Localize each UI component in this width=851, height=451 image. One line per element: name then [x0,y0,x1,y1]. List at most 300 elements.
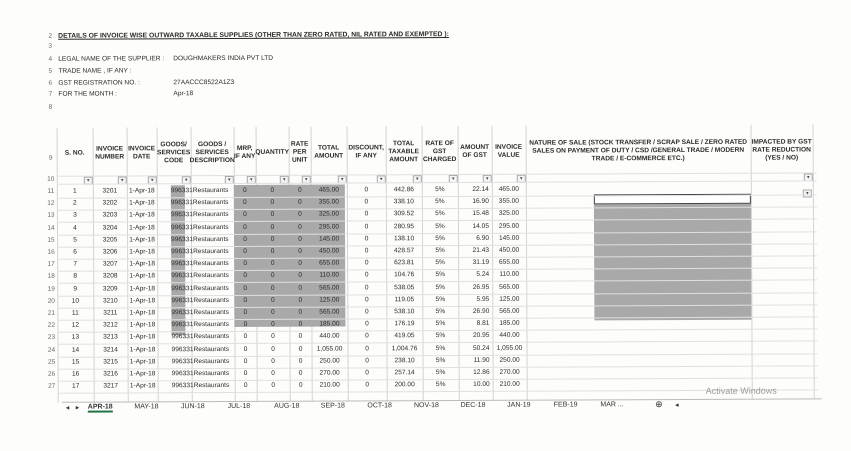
cell-discount: 0 [364,259,369,267]
sheet-tab-1[interactable]: APR-18 [87,403,113,411]
row-number: 2 [48,32,52,40]
cell-inv_date: 1-Apr-18 [129,333,156,341]
cell-gst_rate: 5% [435,320,446,328]
cell-qty: 0 [270,223,275,231]
cell-taxable: 419.05 [394,332,415,340]
cell-gst_amt: 6.90 [476,234,490,242]
cell-sno: 7 [73,260,77,268]
cell-mrp: 0 [243,260,247,268]
info-label: LEGAL NAME OF THE SUPPLIER : [58,55,165,63]
cell-code: 996331 [171,235,194,244]
row-number: 6 [48,79,53,87]
cell-gst_rate: 5% [435,381,446,389]
sheet-tab-12[interactable]: MAR ... [600,401,624,409]
cell-code: 996331 [171,333,194,341]
cell-gst_amt: 5.95 [476,295,490,303]
cell-inv_no: 3214 [103,346,118,354]
sheet-tab-bar [62,398,822,414]
cell-total: 295.00 [318,223,340,231]
cell-total: 465.00 [318,186,339,194]
cell-total: 655.00 [319,259,340,267]
cell-discount: 0 [365,308,369,316]
filter-dropdown-icon[interactable]: ▾ [225,176,234,184]
cell-gst_rate: 5% [435,247,445,255]
filter-dropdown-icon[interactable]: ▾ [377,175,386,183]
column-header-qty: QUANTITY [255,148,290,156]
cell-qty: 0 [271,357,275,365]
cell-inv_date: 1-Apr-18 [129,321,156,329]
cell-discount: 0 [365,344,369,353]
cell-gst_amt: 26.95 [472,283,490,291]
cell-discount: 0 [365,320,369,328]
cell-desc: Restaurants [193,248,229,256]
cell-qty: 0 [270,259,275,268]
sheet-tab-4[interactable]: JUL-18 [227,402,251,411]
cell-qty: 0 [270,211,275,219]
cell-qty: 0 [271,320,275,329]
cell-inv_date: 1-Apr-18 [129,345,156,354]
row-number: 18 [47,273,55,281]
cell-qty: 0 [270,186,275,194]
info-label: TRADE NAME , IF ANY : [58,67,132,75]
row-number: 4 [48,55,53,63]
cell-total: 450.00 [318,247,340,255]
row-number: 23 [47,334,56,342]
cell-code: 996331 [171,284,194,292]
row-number: 3 [48,42,53,50]
cell-qty: 0 [270,272,275,280]
info-value: 27AACCC8522A1Z3 [173,78,235,87]
cell-inv_date: 1-Apr-18 [129,309,156,317]
cell-discount: 0 [365,381,370,389]
cell-mrp: 0 [243,308,248,316]
row-number: 11 [47,187,55,195]
activate-windows-watermark: Activate Windows [705,385,777,396]
cell-code: 996331 [170,199,193,207]
row-number: 8 [48,103,53,111]
column-header-rate: RATE PER UNIT [290,140,309,164]
cell-gst_rate: 5% [435,210,445,218]
cell-inv_value: 295.00 [498,222,520,230]
cell-desc: Restaurants [193,309,229,317]
cell-taxable: 200.00 [394,381,415,389]
cell-rate: 0 [298,320,303,328]
cell-rate: 0 [298,333,303,341]
cell-mrp: 0 [243,284,248,292]
cell-qty: 0 [270,198,275,207]
cell-mrp: 0 [243,247,247,255]
filter-dropdown-icon[interactable]: ▾ [182,176,191,184]
cell-total: 440.00 [319,332,340,341]
add-sheet-icon[interactable]: ⊕ [655,399,663,410]
cell-desc: Restaurants [193,260,229,268]
sheet-tab-3[interactable]: JUN-18 [180,403,205,411]
cell-gst_rate: 5% [435,234,445,242]
cell-rate: 0 [298,296,303,304]
cell-taxable: 538.05 [394,283,415,291]
cell-taxable: 257.14 [394,369,415,377]
column-header-code: GOODS/ SERVICES CODE [157,141,191,165]
cell-inv_date: 1-Apr-18 [129,211,155,219]
column-header-sno: S. NO. [64,149,85,157]
sheet-tab-8[interactable]: NOV-18 [413,402,439,410]
cell-gst_amt: 10.00 [473,381,490,389]
cell-gst_amt: 11.90 [473,356,490,364]
cell-inv_no: 3209 [102,285,118,293]
cell-desc: Restaurants [193,370,230,378]
cell-code: 996331 [171,345,194,353]
cell-taxable: 538.10 [394,308,415,316]
cell-gst_rate: 5% [435,222,445,230]
column-header-inv_value: INVOICE VALUE [495,143,523,159]
filter-dropdown-icon[interactable]: ▾ [302,176,311,184]
cell-code: 996331 [170,187,193,195]
cell-gst_rate: 5% [435,356,446,364]
cell-qty: 0 [271,333,275,341]
sheet-tab-10[interactable]: JAN-19 [507,401,531,409]
cell-sno: 16 [71,370,80,378]
sheet-tab-2[interactable]: MAY-18 [134,403,159,411]
cell-rate: 0 [298,247,302,255]
cell-inv_value: 125.00 [499,295,520,303]
cell-inv_date: 1-Apr-18 [129,223,155,232]
cell-total: 565.00 [319,284,340,292]
cell-code: 996331 [171,321,194,329]
row-number: 19 [47,285,55,293]
cell-discount: 0 [364,271,369,279]
cell-qty: 0 [271,345,275,353]
cell-taxable: 238.10 [394,356,415,365]
cell-inv_date: 1-Apr-18 [129,272,156,280]
cell-sno: 13 [71,334,80,342]
cell-gst_rate: 5% [435,271,445,279]
cell-inv_no: 3203 [102,211,118,219]
cell-inv_value: 270.00 [499,368,520,376]
column-header-gst_rate: RATE OF GST CHARGED [423,140,457,164]
cell-inv_value: 465.00 [498,185,519,193]
column-header-mrp: MRP, IF ANY [233,144,256,160]
cell-gst_amt: 12.86 [473,368,490,376]
cell-gst_amt: 15.48 [472,210,489,218]
cell-gst_amt: 50.24 [472,344,490,352]
info-label: GST REGISTRATION NO. : [58,79,140,87]
cell-rate: 0 [298,381,303,389]
cell-sno: 5 [73,236,77,244]
cell-inv_no: 3211 [103,309,118,317]
cell-gst_amt: 26.90 [472,307,490,315]
cell-inv_value: 185.00 [499,319,520,328]
cell-desc: Restaurants [192,199,229,207]
filter-dropdown-icon[interactable]: ▾ [483,175,492,183]
cell-inv_date: 1-Apr-18 [129,284,156,293]
cell-inv_value: 325.00 [498,210,520,218]
cell-inv_no: 3204 [102,224,118,232]
cell-inv_no: 3208 [102,272,118,280]
cell-total: 125.00 [319,296,340,304]
cell-mrp: 0 [243,235,247,243]
cell-discount: 0 [364,247,369,255]
cell-desc: Restaurants [193,333,230,341]
cell-discount: 0 [365,369,369,377]
sheet-tab-11[interactable]: FEB-19 [553,401,578,409]
filter-dropdown-icon[interactable]: ▾ [148,176,157,184]
filter-dropdown-icon[interactable]: ▾ [804,173,813,181]
cell-code: 996331 [171,248,194,256]
cell-sno: 1 [72,187,77,195]
cell-gst_amt: 5.24 [476,271,490,279]
cell-gst_rate: 5% [435,369,446,377]
row-number: 17 [47,260,55,268]
cell-discount: 0 [364,210,369,218]
cell-discount: 0 [364,296,369,304]
cell-code: 996331 [171,272,194,280]
cell-desc: Restaurants [193,284,229,292]
cell-mrp: 0 [243,345,248,353]
cell-desc: Restaurants [192,187,229,195]
cell-code: 996331 [171,357,194,366]
cell-inv_value: 210.00 [499,380,520,389]
grid-line [813,124,815,399]
cell-taxable: 280.95 [393,222,415,230]
cell-mrp: 0 [243,321,248,329]
cell-dropdown-icon[interactable]: ▾ [803,189,812,197]
cell-inv_no: 3205 [102,236,118,244]
cell-total: 250.00 [319,357,340,365]
grid-line [57,180,817,184]
row-number: 13 [47,212,55,220]
cell-sno: 17 [71,382,80,390]
cell-sno: 9 [73,285,78,293]
cell-rate: 0 [298,345,303,353]
cell-gst_amt: 21.43 [472,246,490,254]
cell-rate: 0 [298,211,302,219]
cell-rate: 0 [298,357,303,365]
cell-gst_rate: 5% [435,186,445,194]
cell-mrp: 0 [243,333,248,341]
cell-desc: Restaurants [192,223,229,231]
cell-desc: Restaurants [193,272,229,280]
cell-desc: Restaurants [192,211,229,219]
cell-discount: 0 [364,283,369,292]
cell-inv_value: 565.00 [499,307,520,315]
cell-desc: Restaurants [193,296,229,304]
cell-desc: Restaurants [193,345,230,353]
cell-total: 1,055.00 [316,345,343,353]
cell-code: 996331 [170,223,194,231]
cell-sno: 15 [71,358,80,366]
cell-mrp: 0 [243,223,247,231]
cell-discount: 0 [365,357,369,365]
cell-qty: 0 [270,247,275,255]
tab-scroll-right-icon[interactable]: ▸ [75,404,80,412]
cell-mrp: 0 [243,382,248,390]
cell-rate: 0 [298,259,302,267]
cell-code: 996331 [171,370,194,378]
cell-inv_date: 1-Apr-18 [128,187,155,195]
cell-desc: Restaurants [193,357,230,365]
column-header-gst_amt: AMOUNT OF GST [460,143,490,159]
cell-inv_date: 1-Apr-18 [129,248,155,256]
cell-mrp: 0 [243,357,248,365]
cell-gst_amt: 20.95 [472,332,490,340]
cell-inv_no: 3213 [103,333,118,341]
cell-gst_amt: 31.19 [472,259,490,267]
column-header-taxable: TOTAL TAXABLE AMOUNT [388,140,420,164]
grid-line [58,390,818,394]
cell-rate: 0 [298,308,303,316]
cell-total: 325.00 [318,210,340,219]
filter-dropdown-icon[interactable]: ▾ [413,175,422,183]
cell-inv_no: 3212 [103,321,118,329]
row-number: 15 [47,236,55,244]
cell-qty: 0 [270,235,275,243]
filter-dropdown-icon[interactable]: ▾ [449,175,458,183]
row-number: 5 [48,67,53,75]
column-header-discount: DISCOUNT, IF ANY [348,144,384,160]
cell-sno: 12 [71,321,80,329]
column-header-total: TOTAL AMOUNT [314,144,344,160]
filter-dropdown-icon[interactable]: ▾ [338,175,347,183]
cell-inv_no: 3217 [103,382,119,390]
cell-rate: 0 [298,284,303,292]
cell-code: 996331 [171,309,194,317]
cell-sno: 8 [73,273,78,281]
cell-taxable: 309.52 [393,210,415,218]
sheet-tab-5[interactable]: AUG-18 [274,402,300,410]
cell-sno: 3 [73,212,77,220]
cell-gst_rate: 5% [435,295,446,303]
tab-scroll-left-icon[interactable]: ◂ [65,404,70,412]
row-number: 12 [47,199,55,207]
cell-qty: 0 [271,308,275,316]
row-number: 26 [47,370,56,378]
cell-inv_date: 1-Apr-18 [129,199,155,207]
row-number: 14 [47,224,55,232]
filter-dropdown-icon[interactable]: ▾ [280,176,289,184]
cell-mrp: 0 [242,186,247,194]
cell-mrp: 0 [243,199,247,207]
cell-gst_rate: 5% [435,332,446,340]
cell-discount: 0 [364,235,369,243]
cell-mrp: 0 [243,272,248,280]
row-number: 20 [47,297,55,305]
sheet-tab-6[interactable]: SEP-18 [320,402,345,410]
cell-desc: Restaurants [193,235,229,243]
cell-rate: 0 [298,369,303,377]
cell-qty: 0 [271,369,275,377]
cell-taxable: 428.57 [393,247,415,255]
column-header-inv_date: INVOICE DATE [128,145,156,161]
cell-gst_amt: 16.90 [472,198,489,206]
sheet-tab-9[interactable]: DEC-18 [460,401,486,409]
info-value: DOUGHMAKERS INDIA PVT LTD [173,54,274,63]
row-number: 27 [48,382,56,390]
cell-total: 110.00 [319,271,340,279]
cell-inv_date: 1-Apr-18 [129,358,156,366]
filter-dropdown-icon[interactable]: ▾ [247,176,256,184]
cell-qty: 0 [270,284,275,292]
row-number: 21 [47,309,55,317]
cell-total: 565.00 [319,308,340,316]
cell-discount: 0 [365,332,369,340]
cell-sno: 2 [73,199,77,207]
tab-scroll-indicator-icon[interactable]: ◂ [675,402,679,410]
cell-sno: 14 [71,346,80,354]
cell-discount: 0 [364,222,369,231]
cell-qty: 0 [271,381,276,390]
cell-discount: 0 [364,186,369,194]
row-number: 10 [47,175,55,183]
cell-taxable: 338.10 [393,198,414,206]
cell-inv_value: 355.00 [498,197,519,206]
cell-sno: 4 [73,224,77,232]
row-number: 7 [48,90,53,98]
cell-inv_date: 1-Apr-18 [129,297,156,305]
cell-code: 996331 [171,296,194,305]
cell-taxable: 1,004.76 [391,344,418,352]
cell-qty: 0 [270,296,275,304]
cell-inv_date: 1-Apr-18 [129,382,156,390]
cell-inv_value: 565.00 [499,283,520,291]
filter-dropdown-icon[interactable]: ▾ [517,175,526,183]
cell-gst_amt: 14.05 [472,222,490,230]
cell-rate: 0 [298,223,302,231]
row-number: 22 [47,321,56,329]
cell-inv_value: 110.00 [499,271,520,279]
filter-dropdown-icon[interactable]: ▾ [118,176,127,184]
cell-inv_date: 1-Apr-18 [129,236,155,244]
cell-mrp: 0 [243,296,248,304]
cell-gst_rate: 5% [435,198,445,206]
cell-taxable: 176.19 [394,320,415,328]
cell-code: 996331 [170,211,193,219]
cell-mrp: 0 [243,369,248,377]
column-header-nature: NATURE OF SALE (STOCK TRANSFER / SCRAP SALE / ZERO RATED SALES ON PAYMENT OF DUTY / CSD /GENERAL TRADE / MODERN TRADE / E-COMMERCE ETC.) [529,138,748,163]
cell-inv_value: 250.00 [499,356,520,364]
sheet-title: DETAILS OF INVOICE WISE OUTWARD TAXABLE SUPPLIES (OTHER THAN ZERO RATED, NIL RATED AND EXEMPTED ): [58,31,449,40]
cell-gst_amt: 8.81 [476,320,490,328]
cell-gst_rate: 5% [435,344,446,352]
cell-total: 145.00 [318,235,340,243]
column-header-desc: GOODS / SERVICES DESCRIPTION [189,141,235,165]
cell-inv_no: 3201 [102,187,118,195]
cell-taxable: 119.05 [394,295,415,304]
info-value: Apr-18 [173,90,194,98]
cell-taxable: 442.86 [393,186,414,194]
cell-inv_no: 3210 [102,297,118,305]
cell-inv_value: 145.00 [498,234,520,242]
cell-mrp: 0 [243,211,247,219]
cell-gst_rate: 5% [435,308,446,316]
shaded-cells-nature [594,196,752,321]
filter-dropdown-icon[interactable]: ▾ [84,177,93,185]
cell-taxable: 104.76 [394,271,415,279]
cell-inv_no: 3207 [102,260,118,268]
cell-code: 996331 [171,260,194,268]
row-number: 16 [47,248,55,256]
cell-inv_no: 3202 [102,199,118,207]
row-number: 9 [48,154,53,162]
cell-total: 210.00 [319,381,340,389]
cell-total: 270.00 [319,369,340,377]
row-number: 24 [47,346,56,354]
cell-inv_value: 1,055.00 [496,344,523,352]
cell-sno: 6 [73,248,77,256]
cell-total: 185.00 [319,320,340,328]
cell-sno: 10 [71,297,80,305]
sheet-tab-7[interactable]: OCT-18 [367,402,392,410]
cell-desc: Restaurants [193,321,229,329]
